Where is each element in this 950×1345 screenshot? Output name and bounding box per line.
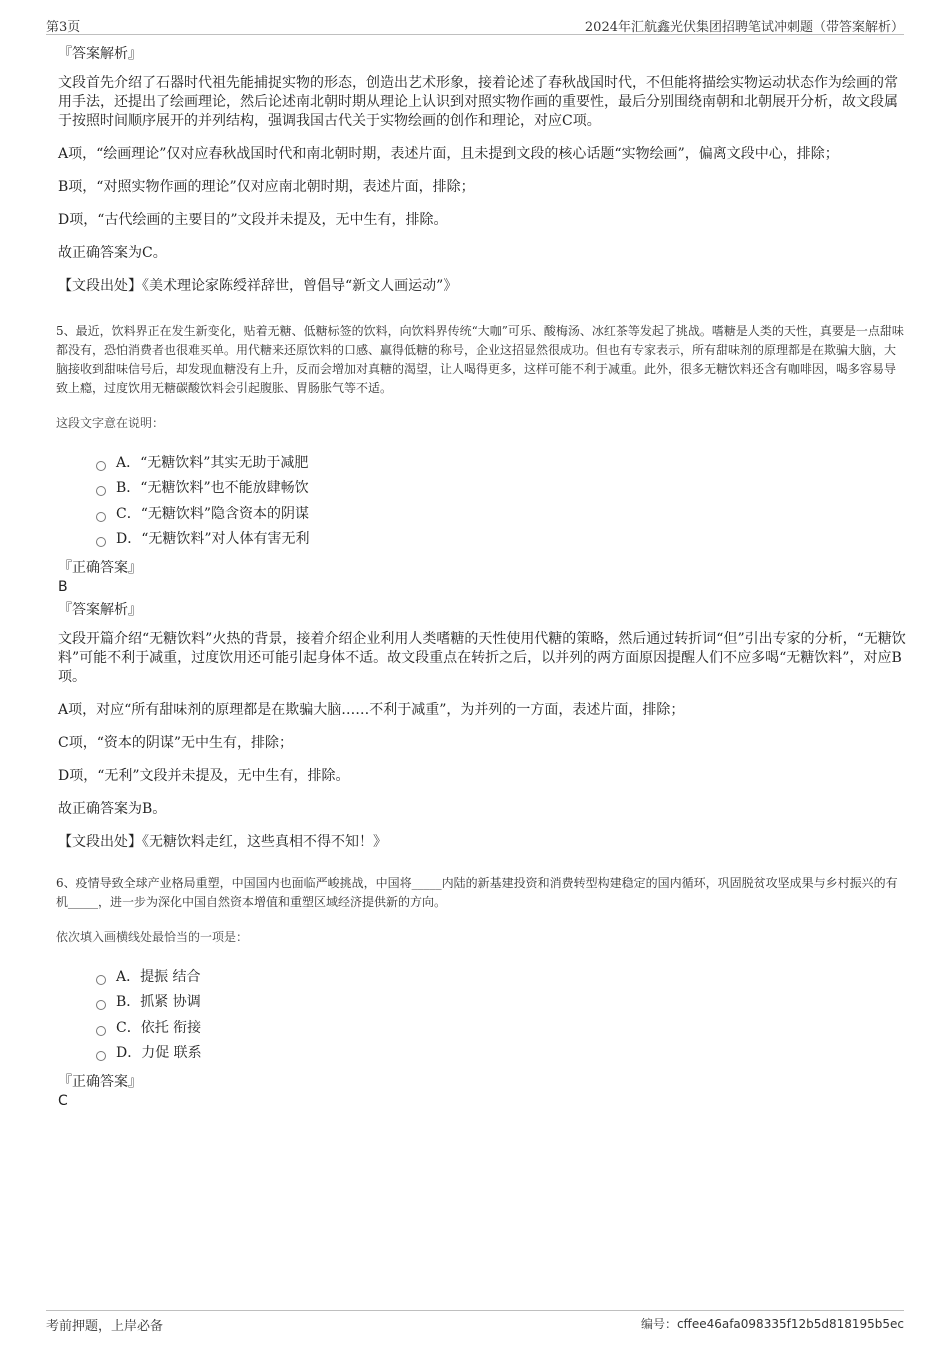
option-label: D．力促 联系 bbox=[116, 1045, 202, 1062]
document-title: 2024年汇航鑫光伏集团招聘笔试冲刺题（带答案解析） bbox=[584, 20, 904, 35]
option-d[interactable] bbox=[96, 527, 906, 553]
analysis-paragraph: B项，“对照实物作画的理论”仅对应南北朝时期，表述片面，排除； bbox=[58, 179, 475, 195]
analysis-conclusion: 故正确答案为B。 bbox=[58, 801, 167, 817]
question-5-text: 5、最近，饮料界正在发生新变化，贴着无糖、低糖标签的饮料，向饮料界传统“大咖”可乐、酸梅汤、冰红茶等发起了挑战。嗜糖是人类的天性，真要是一点甜味都没有，恐怕消费者也很难买单。用代糖来还原饮料的口感、赢得低糖的称号，企业这招显然很成功。但也有专家表示，所有甜味剂的原理都是在欺骗大脑，大脑接收到甜味信号后，却发现血糖没有上升，反而会增加对真糖的渴望，让人喝得更多，这样可能不利于减重。此外，很多无糖饮料还含有咖啡因，喝多容易导致上瘾，过度饮用无糖碳酸饮料会引起腹胀、胃肠胀气等不适。 bbox=[56, 324, 904, 395]
option-label: B．“无糖饮料”也不能放肆畅饮 bbox=[116, 480, 309, 497]
analysis-label: 『答案解析』 bbox=[58, 602, 142, 618]
correct-answer: B bbox=[58, 579, 68, 595]
page-content bbox=[56, 44, 906, 1110]
page-footer bbox=[46, 1310, 904, 1335]
option-label: C．依托 衔接 bbox=[116, 1019, 202, 1036]
page-number: 第3页 bbox=[46, 20, 81, 35]
option-label: C．“无糖饮料”隐含资本的阴谋 bbox=[116, 505, 310, 522]
correct-answer-label: 『正确答案』 bbox=[58, 1074, 142, 1090]
radio-icon[interactable] bbox=[96, 975, 106, 985]
radio-icon[interactable] bbox=[96, 512, 106, 522]
radio-icon[interactable] bbox=[96, 461, 106, 471]
question-5-prompt: 这段文字意在说明： bbox=[56, 416, 165, 430]
source-citation: 【文段出处】《美术理论家陈绶祥辞世，曾倡导“新文人画运动”》 bbox=[58, 278, 458, 294]
option-c[interactable] bbox=[96, 1015, 906, 1041]
analysis-paragraph: A项，“绘画理论”仅对应春秋战国时代和南北朝时期，表述片面，且未提到文段的核心话题“实物绘画”，偏离文段中心，排除； bbox=[58, 146, 839, 162]
question-5-options bbox=[96, 450, 906, 552]
option-label: A．“无糖饮料”其实无助于减肥 bbox=[116, 454, 309, 471]
option-c[interactable] bbox=[96, 501, 906, 527]
analysis-paragraph: D项，“古代绘画的主要目的”文段并未提及，无中生有，排除。 bbox=[58, 212, 448, 228]
question-6-text: 6、疫情导致全球产业格局重塑，中国国内也面临严峻挑战，中国将_____内陆的新基建投资和消费转型构建稳定的国内循环，巩固脱贫攻坚成果与乡村振兴的有机_____，进一步为深化中国自然资本增值和重塑区域经济提供新的方向。 bbox=[56, 876, 898, 909]
source-citation: 【文段出处】《无糖饮料走红，这些真相不得不知！》 bbox=[58, 834, 387, 850]
analysis-label: 『答案解析』 bbox=[58, 46, 142, 62]
option-b[interactable] bbox=[96, 990, 906, 1016]
option-a[interactable] bbox=[96, 450, 906, 476]
analysis-conclusion: 故正确答案为C。 bbox=[58, 245, 167, 261]
option-b[interactable] bbox=[96, 476, 906, 502]
question-6-options bbox=[96, 964, 906, 1066]
analysis-paragraph: 文段首先介绍了石器时代祖先能捕捉实物的形态，创造出艺术形象，接着论述了春秋战国时代，不但能将描绘实物运动状态作为绘画的常用手法，还提出了绘画理论，然后论述南北朝时期从理论上认识到对照实物作画的重要性，最后分别围绕南朝和北朝展开分析，故文段属于按照时间顺序展开的并列结构，强调我国古代关于实物绘画的创作和理论，对应C项。 bbox=[58, 75, 898, 129]
radio-icon[interactable] bbox=[96, 486, 106, 496]
option-label: A．提振 结合 bbox=[116, 968, 201, 985]
analysis-paragraph: D项，“无利”文段并未提及，无中生有，排除。 bbox=[58, 768, 350, 784]
radio-icon[interactable] bbox=[96, 1000, 106, 1010]
footer-slogan: 考前押题，上岸必备 bbox=[46, 1319, 164, 1334]
option-label: D．“无糖饮料”对人体有害无利 bbox=[116, 531, 310, 548]
radio-icon[interactable] bbox=[96, 1026, 106, 1036]
correct-answer-label: 『正确答案』 bbox=[58, 560, 142, 576]
correct-answer: C bbox=[58, 1093, 68, 1109]
radio-icon[interactable] bbox=[96, 1051, 106, 1061]
question-6-prompt: 依次填入画横线处最恰当的一项是： bbox=[56, 930, 249, 944]
radio-icon[interactable] bbox=[96, 537, 106, 547]
option-a[interactable] bbox=[96, 964, 906, 990]
option-d[interactable] bbox=[96, 1041, 906, 1067]
analysis-paragraph: C项，“资本的阴谋”无中生有，排除； bbox=[58, 735, 294, 751]
analysis-paragraph: 文段开篇介绍“无糖饮料”火热的背景，接着介绍企业利用人类嗜糖的天性使用代糖的策略，然后通过转折词“但”引出专家的分析，“无糖饮料”可能不利于减重，过度饮用还可能引起身体不适。故文段重点在转折之后，以并列的两方面原因提醒人们不应多喝“无糖饮料”，对应B项。 bbox=[58, 631, 906, 685]
page-header bbox=[46, 14, 904, 35]
document-id: 编号：cffee46afa098335f12b5d818195b5ec bbox=[640, 1317, 904, 1331]
option-label: B．抓紧 协调 bbox=[116, 994, 201, 1011]
analysis-paragraph: A项，对应“所有甜味剂的原理都是在欺骗大脑……不利于减重”，为并列的一方面，表述片面，排除； bbox=[58, 702, 685, 718]
